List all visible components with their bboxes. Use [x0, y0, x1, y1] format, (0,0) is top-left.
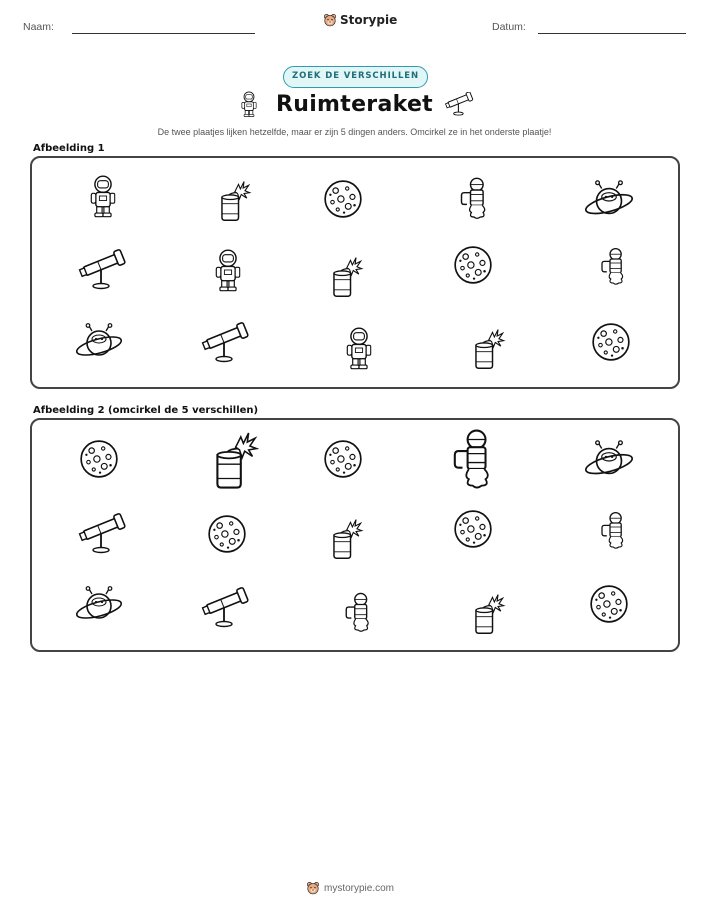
dynamite-icon — [214, 177, 252, 223]
dynamite-icon — [326, 253, 364, 299]
rocket-icon — [598, 244, 630, 290]
telescope-icon — [77, 248, 127, 292]
bear-logo-icon — [306, 881, 320, 895]
ufo-icon[interactable] — [74, 584, 124, 628]
astronaut-icon — [341, 323, 377, 373]
moon-icon[interactable] — [322, 438, 364, 480]
brand-name: Storypie — [340, 13, 398, 27]
date-line[interactable] — [538, 33, 686, 34]
brand-logo — [323, 13, 397, 27]
footer — [306, 881, 394, 895]
dynamite-icon — [468, 325, 506, 371]
picture1-label: Afbeelding 1 — [33, 143, 105, 154]
telescope-icon — [200, 321, 250, 365]
rocket-icon[interactable] — [448, 428, 500, 492]
moon-icon[interactable] — [206, 513, 248, 555]
picture2-label: Afbeelding 2 (omcirkel de 5 verschillen) — [33, 405, 259, 416]
date-label: Datum: — [492, 21, 526, 33]
dynamite-icon[interactable] — [207, 426, 259, 492]
telescope-icon[interactable] — [200, 586, 250, 630]
footer-site[interactable]: mystorypie.com — [324, 882, 395, 894]
page-title: Ruimteraket — [276, 92, 433, 117]
ufo-icon[interactable] — [583, 440, 635, 482]
picture1-panel — [30, 156, 680, 389]
picture2-panel — [30, 418, 680, 652]
moon-icon — [322, 178, 364, 220]
astronaut-icon — [210, 245, 246, 295]
worksheet-tag: ZOEK DE VERSCHILLEN — [283, 66, 428, 88]
moon-icon[interactable] — [588, 583, 630, 625]
moon-icon — [590, 321, 632, 363]
telescope-icon — [444, 92, 474, 116]
name-line[interactable] — [72, 33, 255, 34]
dynamite-icon[interactable] — [326, 515, 364, 561]
moon-icon[interactable] — [78, 438, 120, 480]
rocket-icon[interactable] — [598, 508, 630, 554]
rocket-icon — [457, 176, 493, 222]
ufo-icon — [74, 321, 124, 365]
astronaut-icon — [85, 171, 121, 221]
instructions: De twee plaatjes lijken hetzelfde, maar er zijn 5 dingen anders. Omcirkel ze in het onderste plaatje! — [157, 127, 552, 137]
ufo-icon — [583, 180, 635, 222]
name-label: Naam: — [23, 21, 54, 33]
bear-logo-icon — [323, 13, 337, 27]
dynamite-icon[interactable] — [468, 590, 506, 636]
moon-icon[interactable] — [452, 508, 494, 550]
telescope-icon[interactable] — [77, 512, 127, 556]
rocket-icon[interactable] — [342, 590, 376, 636]
moon-icon — [452, 244, 494, 286]
